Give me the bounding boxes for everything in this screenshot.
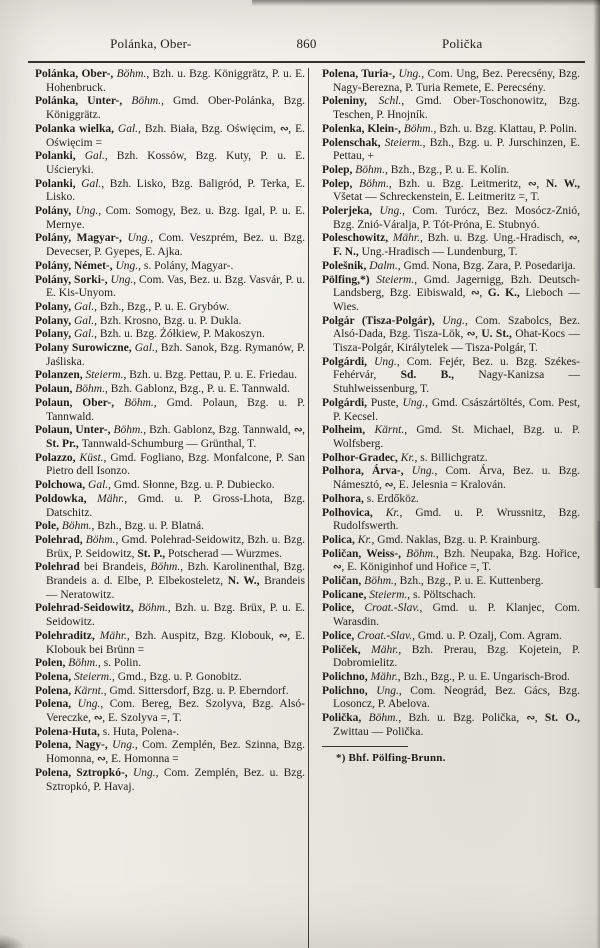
entry-headword: Polhora, Árva-,	[322, 465, 412, 478]
header-left-title: Polánka, Ober-	[110, 36, 192, 51]
entry-region: Croat.-Slav.	[357, 629, 413, 642]
gazetteer-entry	[35, 561, 305, 602]
entry-text: , Bzh., Bzg., P. u. E. Grybów.	[94, 300, 230, 313]
entry-text: ,	[479, 287, 488, 300]
entry-region: Kr.	[385, 506, 400, 519]
entry-region: Steierm.	[376, 273, 415, 286]
gazetteer-entry	[35, 397, 305, 424]
entry-headword: Polanki,	[35, 177, 82, 190]
entry-text: , Com. Neográd, Bez. Gács, Bzg. Losoncz, P. Abelova.	[333, 684, 581, 711]
entry-region: Mähr.	[370, 670, 398, 683]
scan-edge-top	[252, 0, 600, 6]
footnote-rule	[322, 746, 408, 747]
gazetteer-entry	[322, 232, 580, 259]
entry-text: , Com. Somogy, Bez. u. Bzg. Igal, P. u. E. Mernye.	[46, 205, 305, 231]
entry-text: , Bzh. Gablonz, Bzg., P. u. E. Tannwald.	[104, 383, 290, 396]
posthorn-icon: ∾	[333, 561, 342, 574]
gazetteer-entry	[35, 630, 305, 657]
gazetteer-entry	[35, 95, 305, 122]
gazetteer-entry	[35, 424, 305, 451]
entry-text: , Com. Ung, Bez. Perecsény, Bzg. Nagy-Berezna, P. Turia Remete, E. Perecsény.	[333, 68, 580, 94]
entry-text: , Bzh. Karolinenthal, Bzg. Brandeis a. d. Elbe, P. Elbekosteletz,	[46, 561, 305, 588]
entry-headword: Polhor-Gradec,	[322, 451, 401, 464]
header-rule	[28, 61, 585, 63]
entry-text: Puste,	[370, 396, 403, 409]
entry-text: , E. Klobouk bei Brünn =	[46, 629, 305, 656]
gazetteer-entry	[322, 630, 580, 644]
entry-region: Kr.	[357, 533, 372, 546]
gazetteer-entry	[35, 342, 305, 369]
entry-region: Ung.	[115, 259, 139, 272]
running-header	[30, 36, 583, 52]
gazetteer-entry	[35, 739, 305, 766]
gazetteer-entry	[322, 123, 580, 137]
entry-region: Küst.	[79, 451, 104, 464]
entry-text: , Com. Árva, Bez. u. Bzg. Námesztó,	[333, 465, 580, 492]
entry-text: , Com. Veszprém, Bez. u. Bzg. Devecser, P. Gyepes, E. Ajka.	[46, 232, 306, 259]
entry-headword: Poličan,	[322, 575, 365, 588]
entry-headword: Poličan, Weiss-,	[322, 547, 407, 560]
entry-text: ,	[577, 232, 581, 245]
entry-text: , E. Jelesnia = Kralován.	[393, 479, 506, 492]
gazetteer-entry	[35, 520, 305, 534]
entry-text: , Gmd. Słonne, Bzg. u. P. Dubiecko.	[108, 479, 275, 492]
entry-text: Nagy-Kanizsa — Stuhlweissenburg, T.	[333, 369, 580, 396]
entry-region: Ung.	[379, 205, 403, 218]
gazetteer-entry	[322, 644, 580, 671]
gazetteer-entry	[35, 534, 305, 561]
entry-text: , Com. Vas, Bez. u. Bzg. Vasvár, P. u. E. Kis-Unyom.	[46, 273, 305, 300]
entry-region: Gal.	[73, 314, 95, 327]
gazetteer-entry	[322, 356, 580, 397]
entry-headword: Poleschowitz,	[322, 232, 393, 245]
entry-text: , Bzh. Biała, Bzg. Oświęcim,	[138, 122, 280, 135]
entry-headword: Policane,	[322, 588, 370, 601]
entry-region: Gal.	[73, 300, 95, 313]
gazetteer-entry	[322, 602, 580, 629]
entry-text: , Gmd. Ober-Toschonowitz, Bzg. Teschen, P. Hnojník.	[333, 95, 580, 122]
entry-headword: Polazzo,	[35, 451, 80, 464]
gazetteer-entry	[322, 164, 580, 178]
entry-headword: Polgár (Tisza-Polgár),	[322, 314, 443, 327]
entry-text: , Gmd. u. P. Gross-Lhota, Bzg. Datschitz.	[46, 492, 305, 519]
scan-edge-right	[593, 0, 600, 588]
entry-headword: N. W.,	[227, 575, 265, 588]
entry-text: , Gmd. Fogliano, Bzg. Monfalcone, P. San Pietro dell Isonzo.	[46, 451, 305, 478]
entry-text: s. Huta, Polena-.	[102, 725, 180, 738]
entry-region: Böhm.	[406, 547, 436, 560]
gazetteer-entry	[322, 205, 580, 232]
entry-headword: St. O.,	[544, 712, 581, 725]
entry-region: Ung.	[75, 205, 99, 218]
entry-text: Tannwald-Schumburg — Grünthal, T.	[81, 437, 257, 450]
entry-text: , Bzh. Auspitz, Bzg. Klobouk,	[126, 629, 279, 642]
entry-region: Ung.	[411, 465, 435, 478]
entry-headword: Polhora,	[322, 492, 367, 505]
entry-headword: G. K.,	[487, 287, 526, 300]
gazetteer-entry	[322, 534, 580, 548]
entry-headword: Polgárdi,	[322, 355, 375, 368]
entry-region: Mähr.	[392, 232, 420, 245]
entry-headword: Police,	[322, 602, 365, 615]
entry-text: , Gmd. Jagernigg, Bzh. Deutsch-Landsberg, Bzg. Eibiswald,	[333, 273, 580, 300]
entry-region: Böhm.	[131, 95, 162, 108]
entry-text: Potscherad — Wurzmes.	[167, 547, 282, 560]
entry-text: , E. Homonna =	[105, 753, 179, 766]
posthorn-icon: ∾	[466, 328, 476, 341]
entry-text: Všetat — Schreckenstein, E. Leitmeritz =, T.	[333, 191, 540, 204]
entry-region: Ung.	[132, 766, 156, 779]
header-right-title: Polička	[442, 36, 483, 51]
gazetteer-entry	[35, 260, 305, 274]
entry-headword: Poleniny,	[322, 95, 379, 108]
entry-text: , Com. Bereg, Bez. Szolyva, Bzg. Alsó-Vereczke,	[46, 698, 305, 725]
entry-headword: Polešnik,	[322, 259, 370, 272]
entry-headword: Polaun,	[35, 383, 76, 396]
entry-region: Dalm.	[369, 259, 398, 272]
gazetteer-entry	[322, 315, 580, 356]
gazetteer-entry	[35, 205, 305, 232]
entry-region: Kr.	[400, 451, 415, 464]
entry-headword: Polena-Huta,	[35, 725, 103, 738]
gazetteer-entry	[35, 602, 305, 629]
entry-region: Böhm.	[85, 533, 116, 546]
entry-headword: St. P.,	[137, 547, 168, 560]
entry-text: , Bzh., Bzg., P. u. E. Ungarisch-Brod.	[397, 670, 570, 683]
entry-text: , Bzh. u. Bzg. Königgrätz, P. u. E. Hohenbruck.	[46, 68, 305, 94]
entry-region: Gal.	[73, 328, 95, 341]
entry-text: ,	[534, 712, 545, 725]
entry-text: , Gmd. Ober-Polánka, Bzg. Königgrätz.	[46, 95, 305, 122]
entry-text: , Bzh., Bzg., P. u. E. Kolin.	[384, 163, 510, 176]
entry-region: Böhm.	[368, 712, 399, 725]
entry-text: Zwittau — Polička.	[333, 725, 424, 738]
entry-headword: Polánka, Unter-,	[35, 95, 132, 108]
posthorn-icon: ∾	[278, 629, 288, 642]
entry-text: ,	[302, 424, 305, 437]
gazetteer-entry	[35, 274, 305, 301]
entry-text: , Bzh. Gablonz, Bzg. Tannwald,	[143, 424, 294, 437]
gazetteer-entry	[35, 178, 305, 205]
gazetteer-entry	[322, 137, 580, 164]
entry-region: Böhm.	[150, 561, 181, 574]
entry-region: Ung.	[374, 355, 397, 368]
entry-region: Böhm.	[61, 520, 92, 533]
entry-region: Böhm.	[355, 163, 385, 176]
entry-text: , Bzh. u. Bzg. Żółkiew, P. Makoszyn.	[94, 328, 265, 341]
gazetteer-entry	[35, 685, 305, 699]
posthorn-icon: ∾	[97, 753, 106, 766]
column-left	[35, 68, 305, 948]
entry-text: ,	[475, 328, 482, 341]
gazetteer-entry	[35, 232, 305, 259]
gazetteer-entry	[35, 383, 305, 397]
entry-region: Croat.-Slav.	[364, 602, 420, 615]
gazetteer-entry	[35, 671, 305, 685]
entry-text: , Com. Zemplén, Bez. Szinna, Bzg. Homonna,	[46, 739, 305, 766]
gazetteer-entry	[322, 397, 580, 424]
entry-headword: Polanki,	[35, 150, 85, 163]
entry-headword: Polany,	[35, 300, 74, 313]
gazetteer-entry	[35, 301, 305, 315]
entry-region: Gal.	[81, 177, 102, 190]
entry-text: Lieboch — Wies.	[333, 287, 581, 313]
entry-text: , Gmd. u. P. Wrussnitz, Bzg. Rudolfswerth.	[333, 506, 580, 533]
entry-text: Brandeis — Neratowitz.	[46, 575, 305, 601]
entry-region: Gal.	[134, 342, 155, 355]
entry-headword: Polena, Nagy-,	[35, 739, 113, 752]
entry-text: , Bzh. u. Bzg. Brüx, P. u. E. Seidowitz.	[46, 602, 305, 629]
entry-headword: Polány, Német-,	[35, 259, 116, 272]
entry-headword: Polehrad,	[35, 533, 86, 546]
entry-headword: Polánka, Ober-,	[35, 68, 117, 80]
entry-text: , E. Oświęcim =	[46, 122, 305, 149]
entry-headword: U. St.,	[481, 328, 516, 341]
entry-headword: Pölfing,*)	[322, 273, 377, 286]
entry-text: , Gmd. St. Michael, Bzg. u. P. Wolfsberg.	[333, 424, 580, 450]
entry-region: Ung.	[77, 698, 101, 711]
entry-region: Böhm.	[138, 602, 168, 615]
entry-headword: Polena,	[35, 698, 78, 711]
gazetteer-entry	[322, 452, 580, 466]
entry-region: Steierm.	[85, 369, 124, 382]
entry-text: , Com. Szabolcs, Bez. Alsó-Dada, Bzg. Tisza-Lök,	[333, 314, 580, 341]
entry-region: Ung.	[398, 68, 422, 80]
entry-headword: Polenka, Klein-,	[322, 122, 404, 135]
entry-headword: Polichno,	[322, 684, 377, 697]
entry-text: , Gmd. u. P. Klanjec, Com. Warasdin.	[333, 602, 581, 629]
entry-region: Ung.	[110, 273, 134, 286]
entry-headword: Polep,	[322, 163, 356, 176]
gazetteer-entry	[322, 260, 580, 274]
entry-region: Kärnt.	[73, 684, 104, 697]
entry-headword: Polep,	[322, 177, 360, 190]
entry-headword: Polchowa,	[35, 479, 89, 492]
entry-headword: Polgárdi,	[322, 396, 371, 409]
gazetteer-entry	[35, 369, 305, 383]
entry-headword: St. Pr.,	[46, 437, 82, 450]
entry-region: Böhm.	[364, 575, 394, 588]
entry-text: , Bzh. Kossów, Bzg. Kuty, P. u. E. Uścieryki.	[46, 150, 305, 176]
entry-region: Böhm.	[113, 424, 144, 437]
gazetteer-entry	[322, 68, 580, 95]
entry-headword: Polička,	[322, 712, 369, 725]
entry-region: Mähr.	[97, 492, 125, 505]
entry-headword: Polehrad-Seidowitz,	[35, 602, 139, 615]
gazetteer-entry	[35, 767, 305, 794]
entry-region: Steierm.	[73, 670, 112, 683]
footnote: *) Bhf. Pölfing-Brunn.	[336, 752, 446, 765]
posthorn-icon: ∾	[471, 287, 480, 300]
entry-text: , E. Königinhof und Hořice =, T.	[341, 561, 492, 574]
entry-headword: Sd. B.,	[400, 369, 479, 382]
entry-text: , Gmd. Polehrad-Seidowitz, Bzh. u. Bzg. Brüx, P. Seidowitz,	[46, 533, 305, 560]
entry-region: Böhm.	[68, 657, 98, 670]
entry-headword: Polena,	[35, 670, 74, 683]
entry-text: , Gmd. Naklas, Bzg. u. P. Krainburg.	[371, 533, 541, 546]
entry-region: Gal.	[84, 150, 105, 163]
entry-headword: Poliček,	[322, 643, 372, 656]
entry-region: Ung.	[127, 232, 151, 245]
scan-smudge	[0, 934, 26, 948]
gazetteer-entry	[35, 123, 305, 150]
scan-edge-right-lower	[596, 521, 600, 948]
entry-headword: Pole,	[35, 520, 62, 533]
gazetteer-entry	[322, 493, 580, 507]
posthorn-icon: ∾	[526, 712, 535, 725]
entry-headword: Polhovica,	[322, 506, 386, 519]
entry-headword: Polena, Sztropkó-,	[35, 766, 133, 779]
entry-headword: Polheim,	[322, 424, 375, 437]
entry-region: Böhm.	[124, 396, 154, 409]
gazetteer-entry	[322, 178, 580, 205]
entry-region: Ung.	[442, 314, 465, 327]
gazetteer-entry	[35, 698, 305, 725]
gazetteer-entry	[35, 150, 305, 177]
entry-region: Böhm.	[403, 122, 434, 135]
entry-headword: Polerjeka,	[322, 205, 380, 218]
entry-headword: Polany Surowiczne,	[35, 342, 135, 355]
entry-text: , Bzh. u. Bzg. Pettau, P. u. E. Friedau.	[123, 369, 297, 382]
entry-headword: Polány, Sorki-,	[35, 273, 111, 286]
gazetteer-entry	[35, 657, 305, 671]
entry-text: , Gmd. Császártöltés, Com. Pest, P. Kecsel.	[333, 396, 580, 423]
gazetteer-entry	[322, 424, 580, 451]
entry-headword: Polena,	[35, 684, 74, 697]
posthorn-icon: ∾	[279, 122, 289, 135]
entry-text: , Bzh. Sanok, Bzg. Rymanów, P. Jaśliska.	[46, 342, 305, 368]
entry-headword: Polanka wielka,	[35, 122, 118, 135]
entry-text: , Bzh. Krosno, Bzg. u. P. Dukla.	[94, 314, 242, 327]
entry-headword: Polaun, Ober-,	[35, 396, 125, 409]
entry-headword: Polány, Magyar-,	[35, 232, 128, 245]
posthorn-icon: ∾	[568, 232, 578, 245]
entry-text: , Bzh. u. Bzg. Polička,	[398, 712, 527, 725]
posthorn-icon: ∾	[293, 424, 303, 437]
entry-text: , Bzh. u. Bzg. Leitmeritz,	[388, 177, 528, 190]
entry-text: ,	[536, 177, 546, 190]
entry-headword: Polena, Turia-,	[322, 68, 399, 80]
entry-text: , Gmd. Sittersdorf, Bzg. u. P. Eberndorf.	[103, 684, 289, 697]
entry-headword: Polehrad	[35, 561, 80, 574]
entry-text: , Gmd. Polaun, Bzg. u. P. Tannwald.	[46, 396, 305, 423]
entry-region: Gal.	[88, 479, 109, 492]
entry-text: , Bzh. Lisko, Bzg. Baligród, P. Terka, E. Lisko.	[46, 177, 305, 204]
entry-headword: Polany,	[35, 314, 74, 327]
gazetteer-entry	[322, 685, 580, 712]
entry-region: Mähr.	[371, 643, 399, 656]
entry-text: s. Erdőköz.	[366, 492, 419, 505]
entry-region: Böhm.	[116, 68, 147, 80]
entry-region: Kärnt.	[374, 424, 405, 437]
column-right	[309, 68, 580, 948]
entry-text: , E. Szolyva =, T.	[102, 712, 182, 725]
entry-text: Ung.-Hradisch — Lundenburg, T.	[361, 246, 518, 259]
entry-headword: Polen,	[35, 657, 69, 670]
entry-headword: N. W.,	[546, 177, 580, 190]
gazetteer-entry	[35, 68, 305, 95]
entry-headword: Polanzen,	[35, 369, 86, 382]
gazetteer-entry	[322, 95, 580, 122]
entry-text: , Bzh. Neupaka, Bzg. Hořice,	[435, 547, 580, 560]
entry-text: , Bzh. Prerau, Bzg. Kojetein, P. Dobromielitz.	[333, 643, 580, 670]
entry-text: , Gmd., Bzg. u. P. Gonobitz.	[112, 670, 242, 683]
posthorn-icon: ∾	[93, 712, 103, 725]
gazetteer-entry	[35, 328, 305, 342]
entry-text: , Bzh., Bzg. u. P. Blatná.	[91, 520, 204, 533]
gazetteer-entry	[322, 589, 580, 603]
entry-headword: Polenschak,	[322, 136, 385, 149]
gazetteer-entry	[35, 479, 305, 493]
entry-text: , Com. Turócz, Bez. Mosócz-Znió, Bzg. Znió-Váralja, P. Tót-Próna, E. Stubnyó.	[333, 205, 580, 231]
entry-region: Steierm.	[369, 588, 408, 601]
entry-text: , Com. Fejér, Bez. u. Bzg. Székes-Fehérvár,	[333, 355, 580, 382]
text-columns	[35, 68, 583, 948]
entry-text: , s. Billichgratz.	[414, 451, 488, 464]
entry-text: , Bzh., Bzg. u. P. Jurschinzen, E. Pettau, +	[333, 136, 581, 163]
entry-region: Mähr.	[99, 629, 127, 642]
gazetteer-entry	[322, 671, 580, 685]
entry-text: bei Brandeis,	[79, 561, 151, 574]
entry-text: , s. Polány, Magyar-.	[138, 259, 234, 272]
gazetteer-entry	[35, 726, 305, 740]
entry-region: Böhm.	[359, 177, 389, 190]
entry-region: Gal.	[117, 122, 139, 135]
entry-region: Ung.	[112, 739, 135, 752]
gazetteer-entry	[35, 452, 305, 479]
entry-headword: Polichno,	[322, 670, 371, 683]
entry-headword: Polaun, Unter-,	[35, 424, 114, 437]
page-number: 860	[296, 36, 317, 51]
entry-text: , Bzh. u. Bzg. Ung.-Hradisch,	[420, 232, 569, 245]
posthorn-icon: ∾	[384, 479, 394, 492]
entry-region: Ung.	[376, 684, 399, 697]
entry-headword: Polica,	[322, 533, 358, 546]
entry-headword: Police,	[322, 629, 358, 642]
entry-text: Ohat-Kocs — Tisza-Polgár, Királytelek — Tisza-Polgár, T.	[333, 328, 581, 355]
entry-region: Schl.	[378, 95, 402, 108]
entry-region: Ung.	[402, 396, 426, 409]
entry-text: , Bzh. u. Bzg. Klattau, P. Polin.	[433, 122, 577, 135]
entry-text: , s. Polin.	[97, 657, 142, 670]
gazetteer-entry	[322, 274, 580, 315]
entry-text: , Gmd. u. P. Ozalj, Com. Agram.	[412, 629, 562, 642]
gazetteer-entry	[35, 493, 305, 520]
entry-headword: Poldowka,	[35, 492, 98, 505]
entry-headword: Polehraditz,	[35, 629, 100, 642]
gazetteer-entry	[322, 507, 580, 534]
entry-headword: Polany,	[35, 328, 74, 341]
gazetteer-entry	[322, 575, 580, 589]
gazetteer-entry	[322, 548, 580, 575]
entry-region: Steierm.	[384, 136, 423, 149]
entry-headword: Polány,	[35, 205, 76, 218]
entry-headword: F. N.,	[333, 246, 362, 259]
entry-text: , Com. Zemplén, Bez. u. Bzg. Sztropkó, P. Havaj.	[46, 766, 305, 793]
entry-text: , Gmd. Nona, Bzg. Zara, P. Posedarija.	[397, 259, 576, 272]
posthorn-icon: ∾	[528, 177, 537, 190]
gazetteer-entry	[322, 712, 580, 739]
gazetteer-entry	[322, 465, 580, 492]
entry-text: , s. Pöltschach.	[407, 588, 476, 601]
entry-text: , Bzh., Bzg., P. u. E. Kuttenberg.	[393, 575, 544, 588]
gazetteer-entry	[35, 315, 305, 329]
entry-region: Böhm.	[75, 383, 105, 396]
